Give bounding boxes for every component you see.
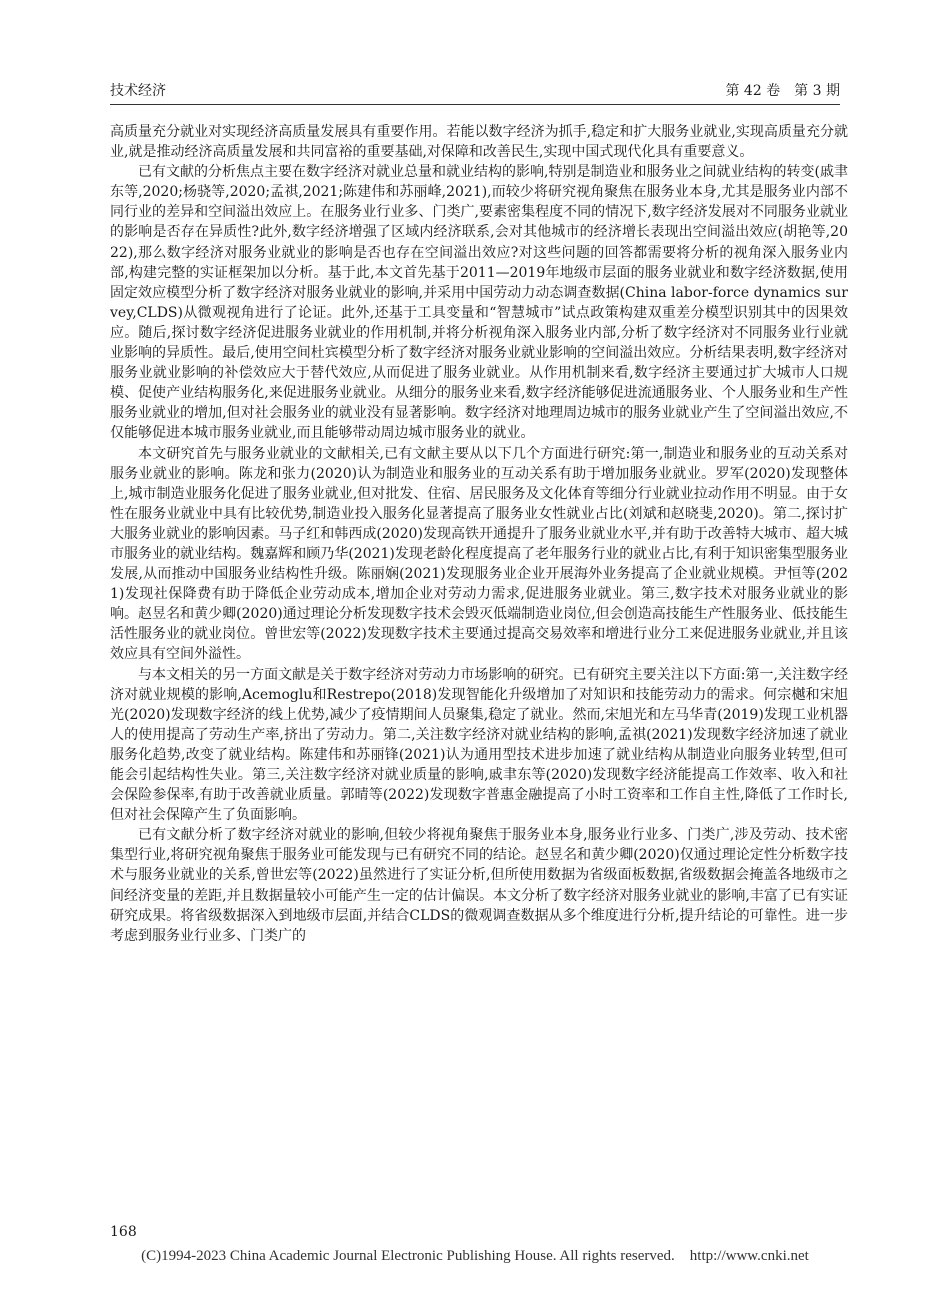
page-number: 168 [110,1224,137,1240]
paragraph-continuation: 高质量充分就业对实现经济高质量发展具有重要作用。若能以数字经济为抓手,稳定和扩大服务业就业,实现高质量充分就业,就是推动经济高质量发展和共同富裕的重要基础,对保障和改善民生,实现中国式现代化具有重要意义。 [110,124,848,161]
article-body [110,122,848,946]
running-header [110,76,840,105]
journal-name: 技术经济 [110,83,166,99]
paragraph-literature-focus: 已有文献的分析焦点主要在数字经济对就业总量和就业结构的影响,特别是制造业和服务业之间就业结构的转变(戚聿东等,2020;杨骁等,2020;孟祺,2021;陈建伟和苏丽峰,2021),而较少将研究视角聚焦在服务业本身,尤其是服务业内部不同行业的差异和空间溢出效应上。在服务业行业多、门类广,要素密集程度不同的情况下,数字经济发展对不同服务业就业的影响是否存在异质性?此外,数字经济增强了区域内经济联系,会对其他城市的经济增长表现出空间溢出效应(胡艳等,2022),那么数字经济对服务业就业的影响是否也存在空间溢出效应?对这些问题的回答都需要将分析的视角深入服务业内部,构建完整的实证框架加以分析。基于此,本文首先基于2011—2019年地级市层面的服务业就业和数字经济数据,使用固定效应模型分析了数字经济对服务业就业的影响,并采用中国劳动力动态调查数据(China labor-force dynamics survey,CLDS)从微观视角进行了论证。此外,还基于工具变量和“智慧城市”试点政策构建双重差分模型识别其中的因果效应。随后,探讨数字经济促进服务业就业的作用机制,并将分析视角深入服务业内部,分析了数字经济对不同服务业行业就业影响的异质性。最后,使用空间杜宾模型分析了数字经济对服务业就业影响的空间溢出效应。分析结果表明,数字经济对服务业就业影响的补偿效应大于替代效应,从而促进了服务业就业。从作用机制来看,数字经济主要通过扩大城市人口规模、促使产业结构服务化,来促进服务业就业。从细分的服务业来看,数字经济能够促进流通服务业、个人服务业和生产性服务业就业的增加,但对社会服务业的就业没有显著影响。数字经济对地理周边城市的服务业就业产生了空间溢出效应,不仅能够促进本城市服务业就业,而且能够带动周边城市服务业的就业。 [110,164,848,442]
paragraph-contribution: 已有文献分析了数字经济对就业的影响,但较少将视角聚焦于服务业本身,服务业行业多、门类广,涉及劳动、技术密集型行业,将研究视角聚焦于服务业可能发现与已有研究不同的结论。赵昱名和黄少卿(2020)仅通过理论定性分析数字技术与服务业就业的关系,曾世宏等(2022)虽然进行了实证分析,但所使用数据为省级面板数据,省级数据会掩盖各地级市之间经济变量的差距,并且数据量较小可能产生一定的估计偏误。本文分析了数字经济对服务业就业的影响,丰富了已有实证研究成果。将省级数据深入到地级市层面,并结合CLDS的微观调查数据从多个维度进行分析,提升结论的可靠性。进一步考虑到服务业行业多、门类广的 [110,827,848,944]
volume-issue: 第 42 卷 第 3 期 [725,83,840,99]
copyright-footer: (C)1994-2023 China Academic Journal Electronic Publishing House. All rights reserved. http://www.cnki.net [141,1248,809,1264]
paragraph-service-employment-literature: 本文研究首先与服务业就业的文献相关,已有文献主要从以下几个方面进行研究:第一,制造业和服务业的互动关系对服务业就业的影响。陈龙和张力(2020)认为制造业和服务业的互动关系有助于增加服务业就业。罗军(2020)发现整体上,城市制造业服务化促进了服务业就业,但对批发、住宿、居民服务及文化体育等细分行业就业拉动作用不明显。由于女性在服务业就业中具有比较优势,制造业投入服务化显著提高了服务业女性就业占比(刘斌和赵晓斐,2020)。第二,探讨扩大服务业就业的影响因素。马子红和韩西成(2020)发现高铁开通提升了服务业就业水平,并有助于改善特大城市、超大城市服务业的就业结构。魏嘉辉和顾乃华(2021)发现老龄化程度提高了老年服务行业的就业占比,有利于知识密集型服务业发展,从而推动中国服务业结构性升级。陈丽娴(2021)发现服务业企业开展海外业务提高了企业就业规模。尹恒等(2021)发现社保降费有助于降低企业劳动成本,增加企业对劳动力需求,促进服务业就业。第三,数字技术对服务业就业的影响。赵昱名和黄少卿(2020)通过理论分析发现数字技术会毁灭低端制造业岗位,但会创造高技能生产性服务业、低技能生活性服务业的就业岗位。曾世宏等(2022)发现数字技术主要通过提高交易效率和增进行业分工来促进服务业就业,并且该效应具有空间外溢性。 [110,445,848,663]
paragraph-labor-market-literature: 与本文相关的另一方面文献是关于数字经济对劳动力市场影响的研究。已有研究主要关注以下方面:第一,关注数字经济对就业规模的影响,Acemoglu和Restrepo(2018)发现智能化升级增加了对知识和技能劳动力的需求。何宗樾和宋旭光(2020)发现数字经济的线上优势,减少了疫情期间人员聚集,稳定了就业。然而,宋旭光和左马华青(2019)发现工业机器人的使用提高了劳动生产率,挤出了劳动力。第二,关注数字经济对就业结构的影响,孟祺(2021)发现数字经济加速了就业服务化趋势,改变了就业结构。陈建伟和苏丽锋(2021)认为通用型技术进步加速了就业结构从制造业向服务业转型,但可能会引起结构性失业。第三,关注数字经济对就业质量的影响,戚聿东等(2020)发现数字经济能提高工作效率、收入和社会保险参保率,有助于改善就业质量。郭晴等(2022)发现数字普惠金融提高了小时工资率和工作自主性,降低了工作时长,但对社会保障产生了负面影响。 [110,666,848,824]
